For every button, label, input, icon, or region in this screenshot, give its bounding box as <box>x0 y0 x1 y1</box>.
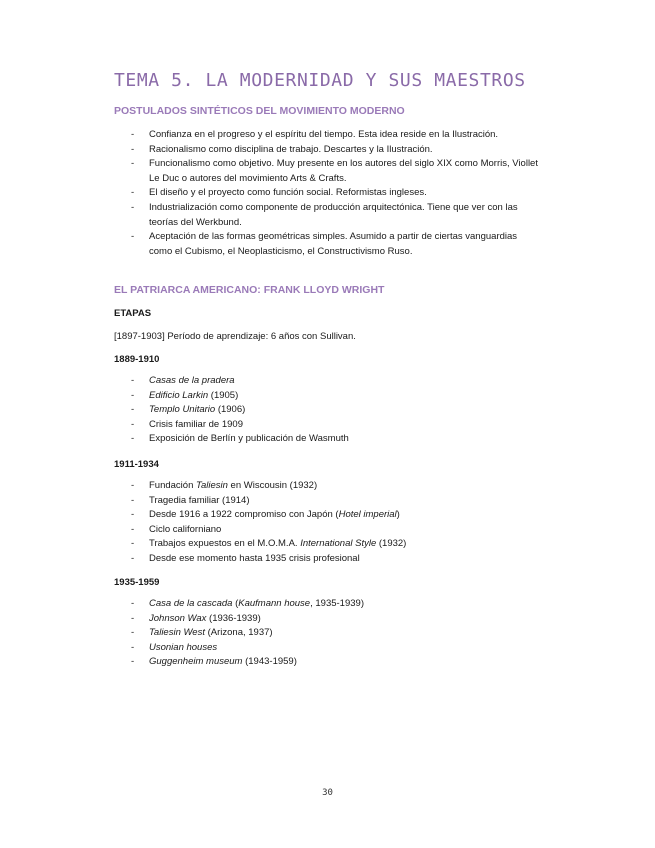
list-item: - Templo Unitario (1906) <box>0 403 349 418</box>
postulados-list <box>0 128 545 259</box>
period-label: 1935-1959 <box>114 577 160 588</box>
period-list <box>0 479 406 567</box>
bullet-dash: - <box>131 598 135 609</box>
list-item: - Desde 1916 a 1922 compromiso con Japón (Hotel imperial) <box>0 508 406 523</box>
period-label: 1911-1934 <box>114 459 159 470</box>
bullet-dash: - <box>131 418 135 430</box>
bullet-dash: - <box>131 552 135 564</box>
bullet-dash: - <box>131 433 135 445</box>
list-item: - Aceptación de las formas geométricas simples. Asumido a partir de ciertas vanguardias como el Cubismo, el Neoplasticismo, el Constructivismo Ruso. <box>131 231 518 257</box>
list-item: - Racionalismo como disciplina de trabajo. Descartes y la Ilustración. <box>0 143 545 158</box>
bullet-dash: - <box>131 641 135 653</box>
bullet-dash: - <box>131 656 135 668</box>
bullet-dash: - <box>131 143 135 155</box>
list-item: - Usonian houses <box>0 641 364 656</box>
list-item: - Crisis familiar de 1909 <box>0 418 349 433</box>
bullet-dash: - <box>131 231 135 243</box>
list-item: - Johnson Wax (1936-1939) <box>0 612 364 627</box>
bullet-dash: - <box>131 129 135 140</box>
bullet-dash: - <box>131 612 135 624</box>
period-list <box>0 374 349 447</box>
section-heading-postulados: POSTULADOS SINTÉTICOS DEL MOVIMIENTO MODERNO <box>114 105 405 117</box>
list-item: - Casa de la cascada (Kaufmann house, 1935-1939) <box>0 597 364 612</box>
list-item: - Taliesin West (Arizona, 1937) <box>0 626 364 641</box>
bullet-dash: - <box>131 201 135 213</box>
list-item: - Trabajos expuestos en el M.O.M.A. International Style (1932) <box>0 537 406 552</box>
list-item: - Ciclo californiano <box>0 523 406 538</box>
bullet-dash: - <box>131 404 135 416</box>
list-item: - Edificio Larkin (1905) <box>0 389 349 404</box>
bullet-dash: - <box>131 523 135 535</box>
list-item: - Funcionalismo como objetivo. Muy presente en los autores del siglo XIX como Morris, Viollet Le Duc o autores del movimiento Arts & Crafts. <box>131 158 538 184</box>
section-heading-wright: EL PATRIARCA AMERICANO: FRANK LLOYD WRIGHT <box>114 284 385 296</box>
bullet-dash: - <box>131 480 135 491</box>
list-item: - El diseño y el proyecto como función social. Reformistas ingleses. <box>0 186 545 201</box>
list-item: - Desde ese momento hasta 1935 crisis profesional <box>0 552 406 567</box>
intro-line: [1897-1903] Período de aprendizaje: 6 años con Sullivan. <box>114 331 356 342</box>
bullet-dash: - <box>131 538 135 550</box>
bullet-dash: - <box>131 627 135 639</box>
list-item: - Fundación Taliesin en Wiscousin (1932) <box>0 479 406 494</box>
bullet-dash: - <box>131 375 135 386</box>
list-item: - Casas de la pradera <box>0 374 349 389</box>
list-item: - Tragedia familiar (1914) <box>0 494 406 509</box>
period-list <box>0 597 364 670</box>
bullet-dash: - <box>131 509 135 521</box>
page-number: 30 <box>322 788 333 798</box>
list-item: - Confianza en el progreso y el espíritu del tiempo. Esta idea reside en la Ilustración. <box>0 128 545 143</box>
bullet-dash: - <box>131 494 135 506</box>
list-item: - Guggenheim museum (1943-1959) <box>0 655 364 670</box>
page-title: TEMA 5. LA MODERNIDAD Y SUS MAESTROS <box>114 70 526 91</box>
list-item: - Industrialización como componente de producción arquitectónica. Tiene que ver con las teorías del Werkbund. <box>131 201 518 228</box>
bullet-dash: - <box>131 389 135 401</box>
period-label: 1889-1910 <box>114 354 160 365</box>
list-item: - Exposición de Berlín y publicación de Wasmuth <box>0 432 349 447</box>
bullet-dash: - <box>131 158 135 170</box>
etapas-label: ETAPAS <box>114 308 152 319</box>
bullet-dash: - <box>131 187 135 199</box>
